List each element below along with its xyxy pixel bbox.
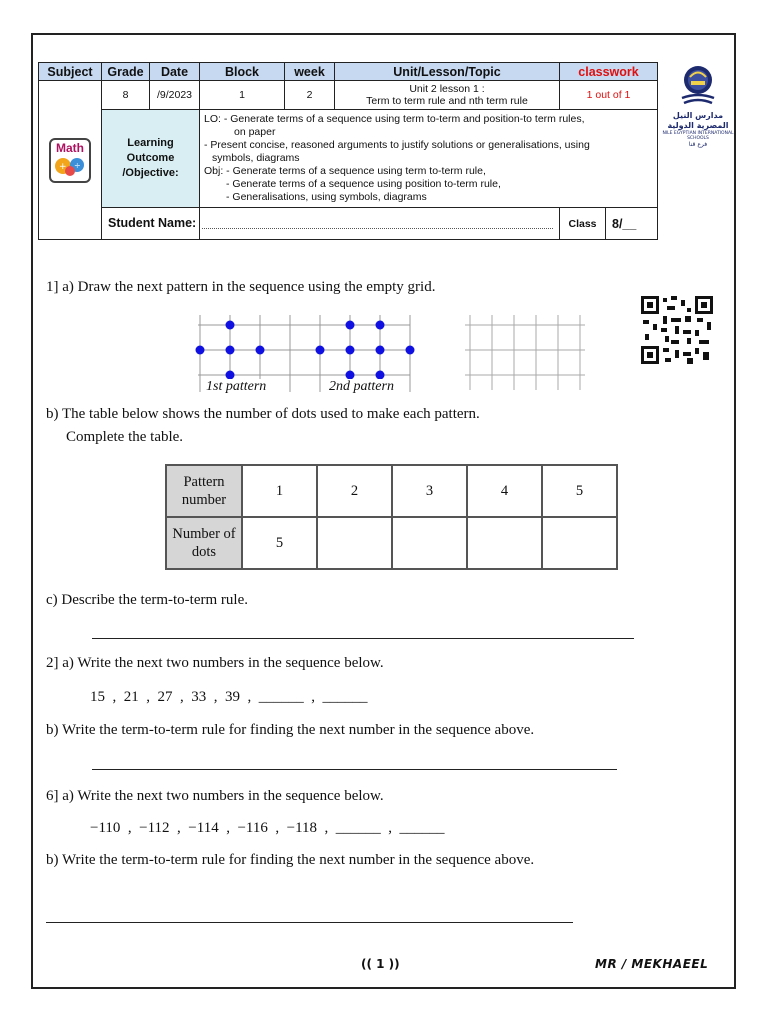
pattern-number-cell: 4	[467, 465, 542, 517]
page-count: 1 out of 1	[560, 81, 658, 110]
pattern2-dot	[376, 321, 385, 330]
number-of-dots-label: Number of dots	[166, 517, 242, 569]
page-number: (( 1 ))	[361, 957, 400, 971]
pattern2-dot	[406, 346, 415, 355]
pattern1-dot	[226, 321, 235, 330]
q6-sequence[interactable]: −110 , −112 , −114 , −116 , −118 , ______ , ______	[90, 820, 445, 836]
col-grade: Grade	[102, 63, 150, 81]
math-symbols-icon	[53, 155, 87, 177]
pattern-number-label: Pattern number	[166, 465, 242, 517]
dots-cell[interactable]	[392, 517, 467, 569]
pattern2-dot	[346, 321, 355, 330]
school-emblem-icon	[678, 62, 718, 106]
class-label: Class	[560, 208, 606, 240]
header-table	[38, 62, 658, 240]
pattern1-dot	[226, 346, 235, 355]
col-date: Date	[150, 63, 200, 81]
pattern-number-cell: 3	[392, 465, 467, 517]
pattern-number-cell: 2	[317, 465, 392, 517]
q1-c-text: c) Describe the term-to-term rule.	[46, 592, 248, 608]
class-value[interactable]: 8/__	[606, 208, 658, 240]
dots-cell[interactable]	[467, 517, 542, 569]
q2-a-text: 2] a) Write the next two numbers in the sequence below.	[46, 655, 384, 671]
pattern2-dot	[346, 346, 355, 355]
math-badge: Math + ÷	[49, 138, 91, 183]
col-classwork: classwork	[560, 63, 658, 81]
dots-cell[interactable]: 5	[242, 517, 317, 569]
q1-b-line1: b) The table below shows the number of dots used to make each pattern.	[46, 406, 480, 422]
pattern2-label: 2nd pattern	[329, 379, 394, 394]
week-value: 2	[285, 81, 335, 110]
pattern2-dot	[316, 346, 325, 355]
col-unit: Unit/Lesson/Topic	[335, 63, 560, 81]
q1-b-line2: Complete the table.	[66, 429, 184, 445]
empty-grid[interactable]	[465, 315, 585, 390]
q2-b-answer-line[interactable]	[92, 769, 617, 770]
col-block: Block	[200, 63, 285, 81]
q2-sequence[interactable]: 15 , 21 , 27 , 33 , 39 , ______ , ______	[90, 689, 368, 705]
svg-text:+: +	[59, 161, 67, 172]
objective-label: Learning Outcome /Objective:	[102, 110, 200, 208]
q1-a-text: 1] a) Draw the next pattern in the sequence using the empty grid.	[46, 279, 436, 295]
q1-c-answer-line[interactable]	[92, 638, 634, 639]
q6-b-text: b) Write the term-to-term rule for finding the next number in the sequence above.	[46, 852, 535, 868]
subject-cell	[39, 81, 102, 240]
pattern-number-cell: 1	[242, 465, 317, 517]
col-week: week	[285, 63, 335, 81]
q2-b-text: b) Write the term-to-term rule for finding the next number in the sequence above.	[46, 722, 535, 738]
student-name-field[interactable]	[200, 208, 560, 240]
q6-a-text: 6] a) Write the next two numbers in the sequence below.	[46, 788, 384, 804]
unit-value: Unit 2 lesson 1 : Term to term rule and nth term rule	[335, 81, 560, 110]
pattern1-dot	[256, 346, 265, 355]
pattern1-label: 1st pattern	[206, 379, 267, 394]
block-value: 1	[200, 81, 285, 110]
q6-b-answer-line[interactable]	[46, 922, 573, 923]
grade-value: 8	[102, 81, 150, 110]
pattern1-dot	[196, 346, 205, 355]
dots-cell[interactable]	[542, 517, 617, 569]
dots-table	[165, 464, 618, 570]
col-subject: Subject	[39, 63, 102, 81]
student-name-label: Student Name:	[102, 208, 200, 240]
author-name: MR / MEKHAEEL	[595, 957, 709, 971]
pattern-number-cell: 5	[542, 465, 617, 517]
date-value: /9/2023	[150, 81, 200, 110]
school-logo: مدارس النيل المصرية الدولية NILE EGYPTIAN INTERNATIONAL SCHOOLS فرع قنا	[660, 62, 736, 148]
dots-cell[interactable]	[317, 517, 392, 569]
pattern2-dot	[376, 346, 385, 355]
svg-text:÷: ÷	[74, 160, 81, 170]
objective-text: LO: - Generate terms of a sequence using term to-term and position-to term rules, on paper - Present concise, reasoned arguments to justify solutions or generalisations, using symbols, diagrams Obj: - Generate terms of a sequence using term to-term rule, - Generate terms of a sequence using position to-term rule, - Generalisations, using symbols, diagrams	[200, 110, 658, 208]
